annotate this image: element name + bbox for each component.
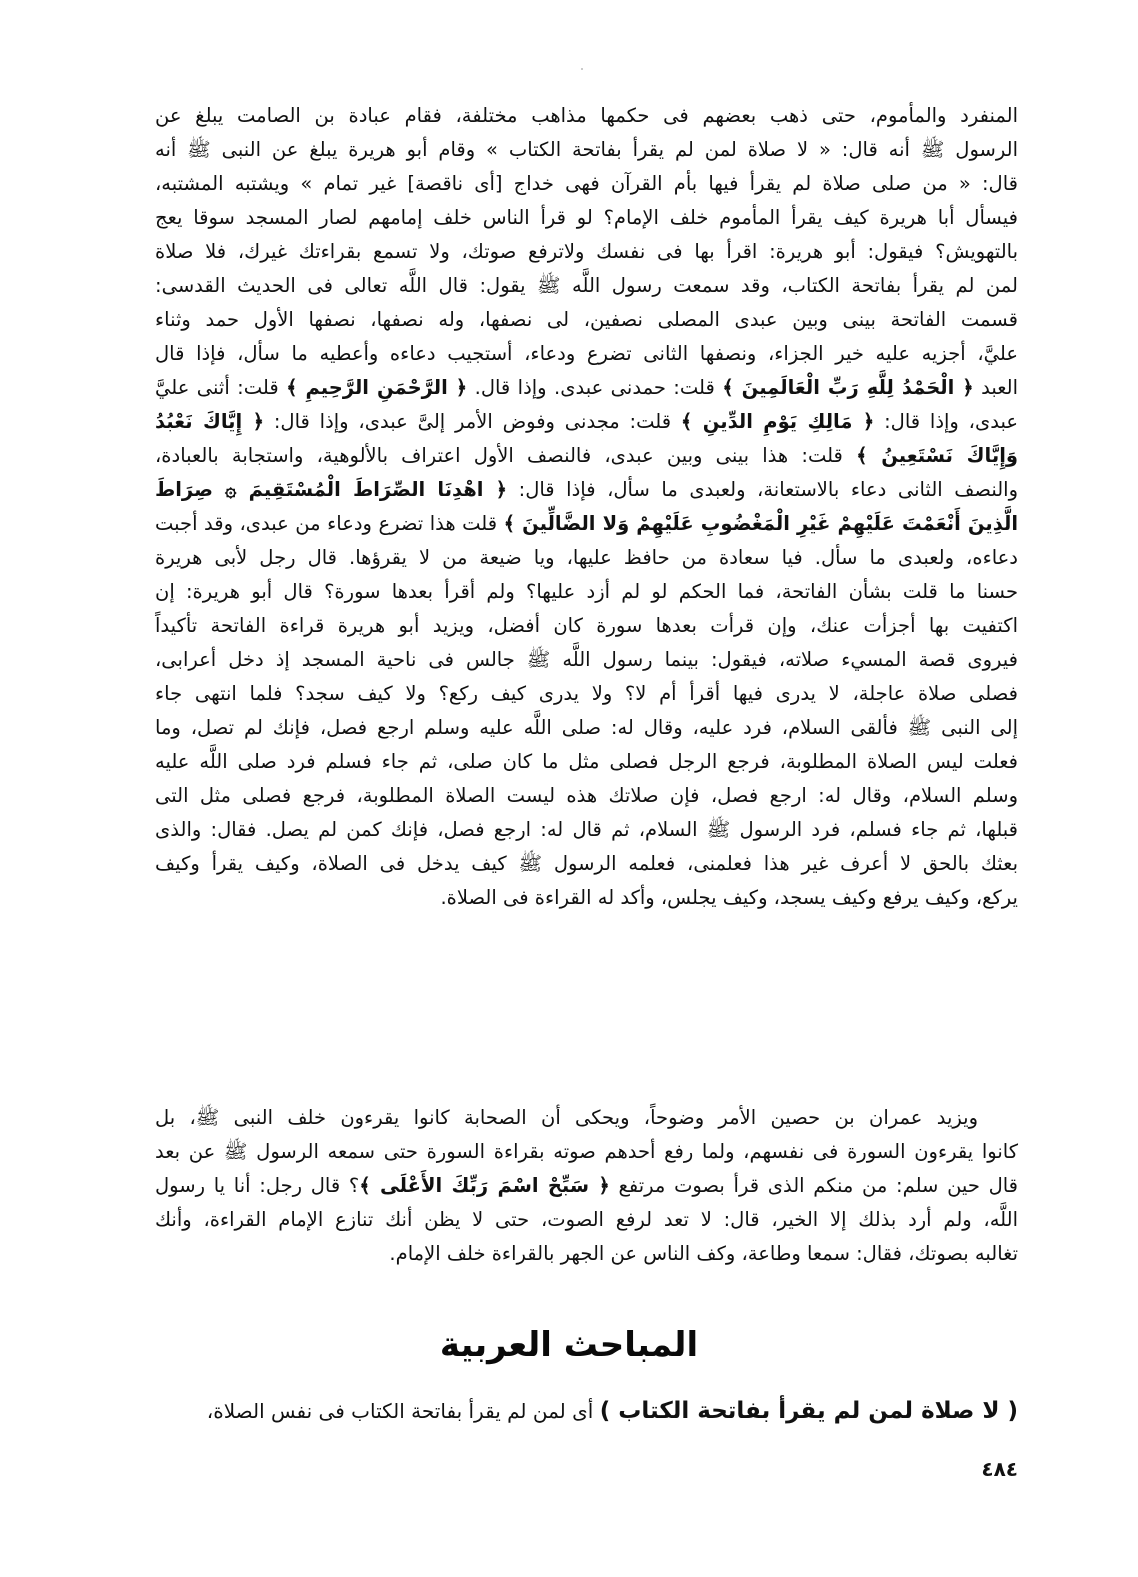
quran-verse: ﴿ مَالِكِ يَوْمِ الدِّينِ ﴾ bbox=[680, 410, 875, 433]
text-line: يركع، وكيف يرفع وكيف يسجد، وكيف يجلس، وأكد له القراءة فى الصلاة. bbox=[440, 886, 1018, 909]
text-line-with-verses bbox=[155, 473, 1018, 507]
text-line: لمن لم يقرأ بفاتحة الكتاب، وقد سمعت رسول اللَّه ﷺ يقول: قال اللَّه تعالى فى الحديث القدسى: bbox=[155, 274, 1018, 297]
quran-verse: ﴿ الرَّحْمَنِ الرَّحِيمِ ﴾ bbox=[286, 376, 468, 399]
text-line: كانوا يقرءون السورة فى نفسهم، ولما رفع أحدهم صوته بقراءة السورة حتى سمعه الرسول ﷺ عن بعد bbox=[155, 1140, 1018, 1163]
quran-verse: ﴿ الْحَمْدُ لِلَّهِ رَبِّ الْعَالَمِينَ ﴾ bbox=[722, 376, 974, 399]
text-line: فعلت ليس الصلاة المطلوبة، فرجع الرجل فصلى مثل ما كان صلى، ثم جاء فسلم فرد صلى اللَّه عليه bbox=[155, 750, 1018, 773]
quran-verse: ﴿ إِيَّاكَ نَعْبُدُ bbox=[155, 410, 265, 433]
second-paragraph bbox=[155, 1101, 1018, 1271]
text-line-with-verses bbox=[155, 507, 1018, 541]
page-number: ٤٨٤ bbox=[981, 1457, 1018, 1481]
text-line: بعثك بالحق لا أعرف غير هذا فعلمنى، فعلمه الرسول ﷺ كيف يدخل فى الصلاة، وكيف يقرأ وكيف bbox=[155, 852, 1018, 875]
text-line-with-verses bbox=[155, 371, 1018, 405]
text-line: فصلى صلاة عاجلة، لا يدرى فيها أقرأ أم لا؟ ولا يدرى كيف ركع؟ ولا كيف سجد؟ فلما انتهى جاء bbox=[155, 682, 1018, 705]
text-line: قسمت الفاتحة بينى وبين عبدى المصلى نصفين، لى نصفها، وله نصفها، نصفها الأول حمد وثناء bbox=[155, 308, 1018, 331]
scan-speck bbox=[581, 68, 583, 70]
text-line: بالتهويش؟ فيقول: أبو هريرة: اقرأ بها فى نفسك ولاترفع صوتك، ولا تسمع بقراءتك غيرك، فلا صلاة bbox=[155, 240, 1018, 263]
definition-entry bbox=[138, 1393, 1018, 1429]
definition-term: ( لا صلاة لمن لم يقرأ بفاتحة الكتاب ) bbox=[599, 1398, 1018, 1424]
text-line-with-verses bbox=[155, 1169, 1018, 1203]
text-run: قلت: حمدنى عبدى. وإذا قال. bbox=[467, 376, 723, 399]
text-run: ؟ قال رجل: أنا يا رسول bbox=[155, 1174, 360, 1197]
text-line: دعاءه، ولعبدى ما سأل. فيا سعادة من حافظ عليها، ويا ضيعة من لا يقرؤها. قال رجل لأبى هريرة bbox=[155, 546, 1018, 569]
section-heading: المباحث العربية bbox=[439, 1325, 699, 1365]
text-line: فيسأل أبا هريرة كيف يقرأ المأموم خلف الإمام؟ لو قرأ الناس خلف إمامهم لصار المسجد سوقا يعج bbox=[155, 206, 1018, 229]
text-line: المنفرد والمأموم، حتى ذهب بعضهم فى حكمها مذاهب مختلفة، فقام عبادة بن الصامت يبلغ عن bbox=[155, 104, 1018, 127]
text-line-with-verses bbox=[155, 405, 1018, 439]
text-line: قبلها، ثم جاء فسلم، فرد الرسول ﷺ السلام، ثم قال له: ارجع فصل، فإنك كمن لم يصل. فقال: والذى bbox=[155, 818, 1018, 841]
text-line: وسلم السلام، وقال له: ارجع فصل، فإن صلاتك هذه ليست الصلاة المطلوبة، فرجع فصلى مثل التى bbox=[155, 784, 1018, 807]
quran-verse: الَّذِينَ أَنْعَمْتَ عَلَيْهِمْ غَيْرِ الْمَغْضُوبِ عَلَيْهِمْ وَلا الضَّالِّينَ ﴾ bbox=[503, 512, 1018, 535]
text-run: قال حين سلم: من منكم الذى قرأ بصوت مرتفع bbox=[609, 1174, 1018, 1197]
text-line: اكتفيت بها أجزأت عنك، وإن قرأت بعدها سورة كان أفضل، ويزيد أبو هريرة قراءة الفاتحة تأكيداً bbox=[155, 614, 1018, 637]
text-line: حسنا ما قلت بشأن الفاتحة، فما الحكم لو لم أزد عليها؟ ولم أقرأ بعدها سورة؟ قال أبو هريرة: إن bbox=[155, 580, 1018, 603]
text-run: قلت: أثنى عليَّ bbox=[155, 376, 287, 399]
text-run: والنصف الثانى دعاء بالاستعانة، ولعبدى ما سأل، فإذا قال: bbox=[507, 478, 1018, 501]
text-line: عليَّ، أجزيه عليه خير الجزاء، ونصفها الثانى تضرع ودعاء، أستجيب دعاءه وأعطيه ما سأل، فإذا قال bbox=[155, 342, 1018, 365]
text-line: الرسول ﷺ أنه قال: « لا صلاة لمن لم يقرأ بفاتحة الكتاب » وقام أبو هريرة يبلغ عن النبى ﷺ أنه bbox=[155, 138, 1018, 161]
text-run: قلت: هذا بينى وبين عبدى، فالنصف الأول اعتراف بالألوهية، واستجابة بالعبادة، bbox=[155, 444, 857, 467]
text-line: قال: « من صلى صلاة لم يقرأ فيها بأم القرآن فهى خداج [أى ناقصة] غير تمام » ويشتبه المشتبه، bbox=[155, 172, 1018, 195]
quran-verse: ﴿ اهْدِنَا الصِّرَاطَ الْمُسْتَقِيمَ ۞ صِرَاطَ bbox=[155, 478, 508, 501]
text-run: العبد bbox=[973, 376, 1018, 399]
main-paragraph bbox=[155, 99, 1018, 915]
text-line: فيروى قصة المسيء صلاته، فيقول: بينما رسول اللَّه ﷺ جالس فى ناحية المسجد إذ دخل أعرابى، bbox=[155, 648, 1018, 671]
text-run: قلت: مجدنى وفوض الأمر إلىَّ عبدى، وإذا قال: bbox=[264, 410, 681, 433]
text-run: قلت هذا تضرع ودعاء من عبدى، وقد أجبت bbox=[155, 512, 504, 535]
quran-verse: وَإِيَّاكَ نَسْتَعِينُ ﴾ bbox=[856, 444, 1018, 467]
text-line: اللَّه، ولم أرد بذلك إلا الخير، قال: لا تعد لرفع الصوت، حتى لا يظن أنك تنازع الإمام القراءة، وأنك bbox=[155, 1208, 1018, 1231]
text-line-with-verses bbox=[155, 439, 1018, 473]
text-line: ويزيد عمران بن حصين الأمر وضوحاً، ويحكى أن الصحابة كانوا يقرءون خلف النبى ﷺ، بل bbox=[155, 1106, 978, 1129]
quran-verse: ﴿ سَبِّحْ اسْمَ رَبِّكَ الأَعْلَى ﴾ bbox=[359, 1174, 610, 1197]
definition-explanation: أى لمن لم يقرأ بفاتحة الكتاب فى نفس الصلاة، bbox=[206, 1399, 600, 1423]
text-line: إلى النبى ﷺ فألقى السلام، فرد عليه، وقال له: صلى اللَّه عليه وسلم ارجع فصل، فإنك لم تصل، وما bbox=[155, 716, 1018, 739]
text-run: عبدى، وإذا قال: bbox=[874, 410, 1018, 433]
text-line: تغالبه بصوتك، فقال: سمعا وطاعة، وكف الناس عن الجهر بالقراءة خلف الإمام. bbox=[389, 1242, 1018, 1265]
